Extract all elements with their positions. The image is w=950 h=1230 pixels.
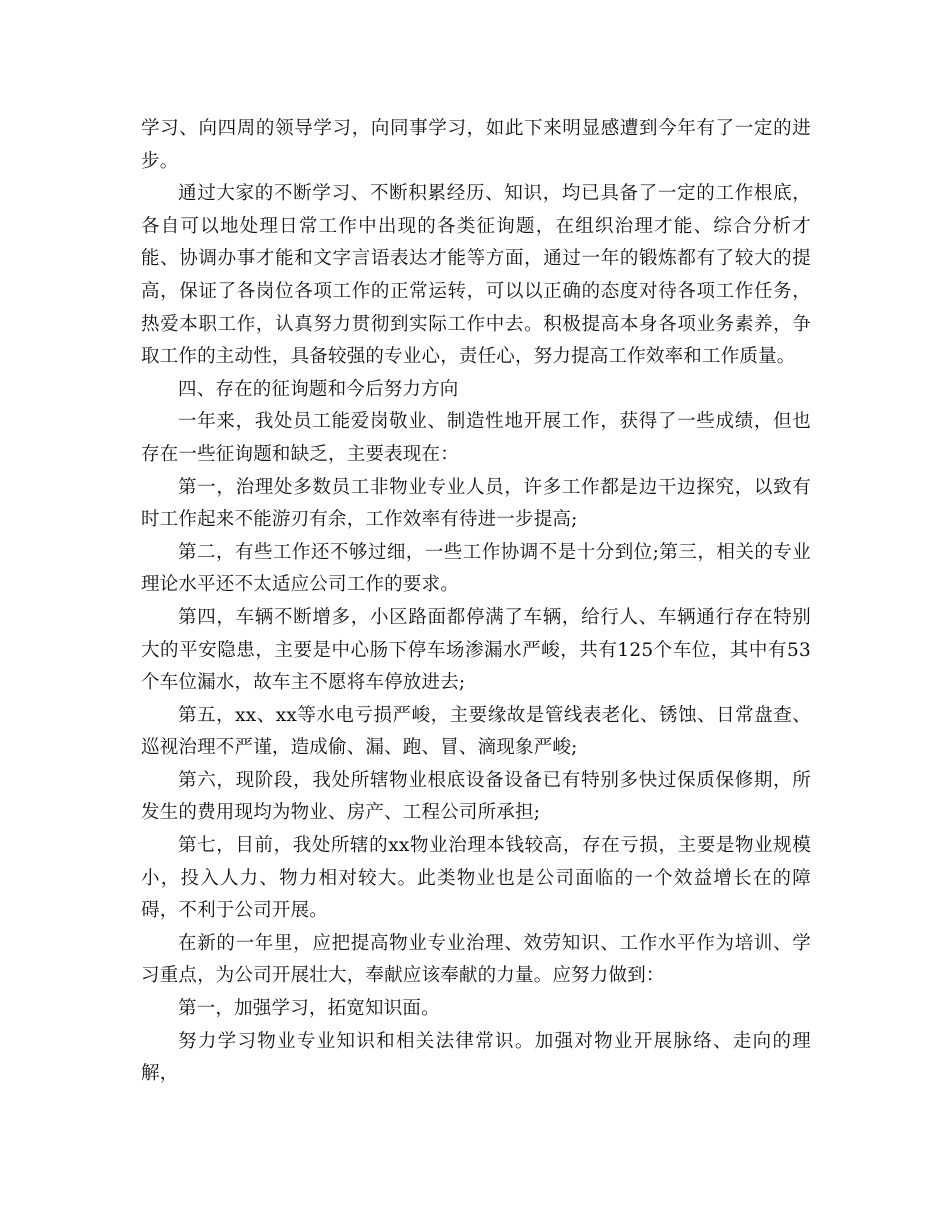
- paragraph-1: 学习、向四周的领导学习，向同事学习，如此下来明显感遭到今年有了一定的进步。: [141, 118, 811, 172]
- paragraph-8: 第六，现阶段，我处所辖物业根底设备设备已有特别多快过保质保修期，所发生的费用现均为物业、房产、工程公司所承担;: [141, 769, 811, 824]
- paragraph-12: 努力学习物业专业知识和相关法律常识。加强对物业开展脉络、走向的理解，: [141, 1030, 811, 1085]
- paragraph-11: 第一，加强学习，拓宽知识面。: [178, 998, 440, 1020]
- paragraph-5: 第二，有些工作还不够过细，一些工作协调不是十分到位;第三，相关的专业理论水平还不太适应公司工作的要求。: [141, 541, 811, 596]
- section-heading: 四、存在的征询题和今后努力方向: [178, 378, 459, 400]
- paragraph-4: 第一，治理处多数员工非物业专业人员，许多工作都是边干边探究，以致有时工作起来不能游刃有余，工作效率有待进一步提高;: [141, 476, 811, 531]
- paragraph-9: 第七，目前，我处所辖的xx物业治理本钱较高，存在亏损，主要是物业规模小，投入人力、物力相对较大。此类物业也是公司面临的一个效益增长在的障碍，不利于公司开展。: [141, 835, 811, 922]
- paragraph-3: 一年来，我处员工能爱岗敬业、制造性地开展工作，获得了一些成绩，但也存在一些征询题和缺乏，主要表现在：: [141, 411, 811, 465]
- paragraph-7: 第五，xx、xx等水电亏损严峻，主要缘故是管线表老化、锈蚀、日常盘查、巡视治理不严谨，造成偷、漏、跑、冒、滴现象严峻;: [141, 704, 811, 759]
- paragraph-2: 通过大家的不断学习、不断积累经历、知识，均已具备了一定的工作根底，各自可以地处理日常工作中出现的各类征询题，在组织治理才能、综合分析才能、协调办事才能和文字言语表达才能等方面，通过一年的锻炼都有了较大的提高，保证了各岗位各项工作的正常运转，可以以正确的态度对待各项工作任务，热爱本职工作，认真努力贯彻到实际工作中去。积极提高本身各项业务素养，争取工作的主动性，具备较强的专业心，责任心，努力提高工作效率和工作质量。: [141, 183, 811, 368]
- paragraph-6: 第四，车辆不断增多，小区路面都停满了车辆，给行人、车辆通行存在特别大的平安隐患，主要是中心肠下停车场渗漏水严峻，共有125个车位，其中有53个车位漏水，故车主不愿将车停放进去;: [141, 606, 811, 694]
- paragraph-10: 在新的一年里，应把提高物业专业治理、效劳知识、工作水平作为培训、学习重点，为公司开展壮大，奉献应该奉献的力量。应努力做到：: [141, 932, 811, 987]
- document-page: [141, 113, 811, 1091]
